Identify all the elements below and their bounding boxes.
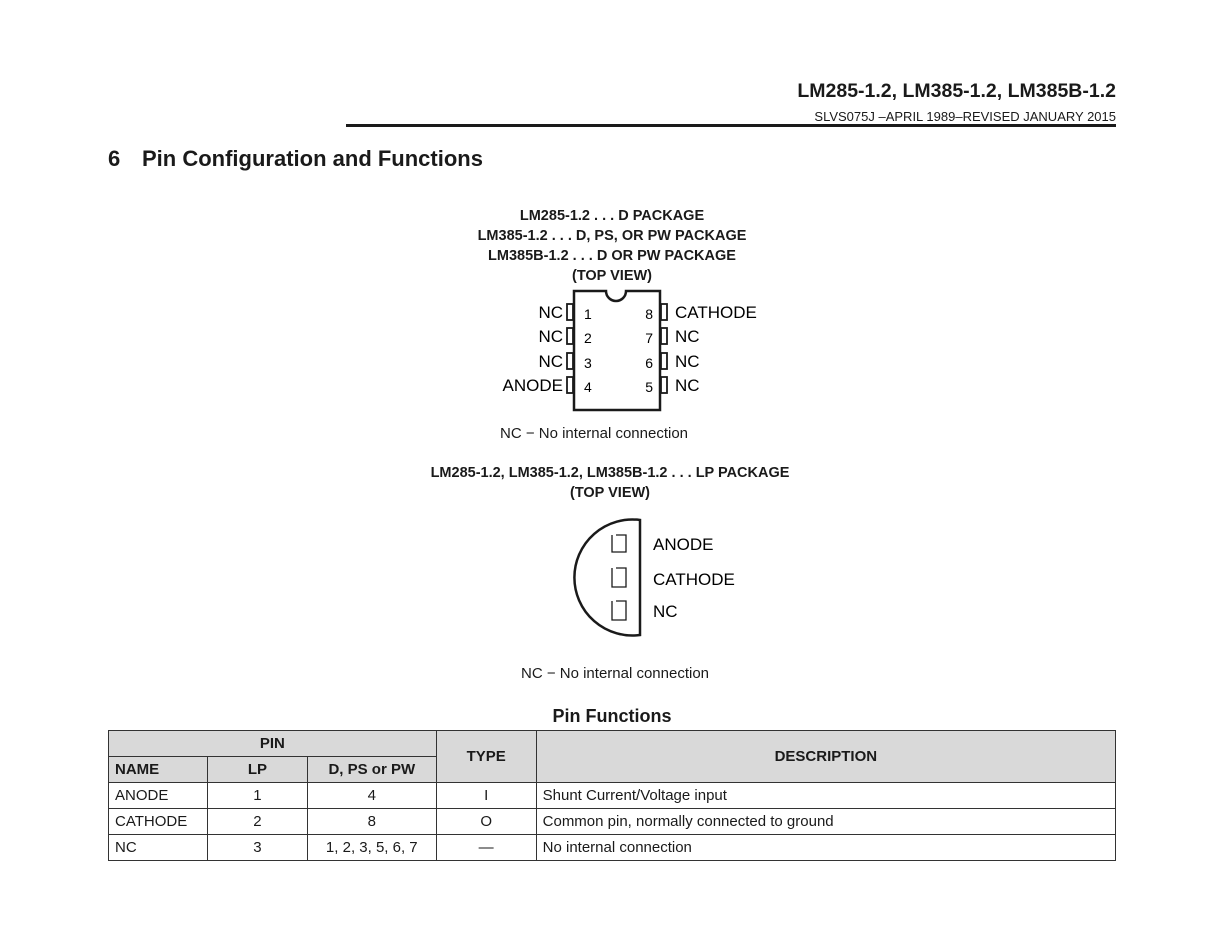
pin-stub (567, 304, 573, 320)
pin-name-cell: NC (109, 835, 208, 861)
pin-name-cell: ANODE (109, 783, 208, 809)
d-ps-pw-cell: 1, 2, 3, 5, 6, 7 (307, 835, 436, 861)
d-ps-pw-header: D, PS or PW (307, 757, 436, 783)
pin-stub (661, 328, 667, 344)
d-ps-pw-cell: 4 (307, 783, 436, 809)
name-header: NAME (109, 757, 208, 783)
type-header: TYPE (436, 731, 536, 783)
pin-group-header: PIN (109, 731, 437, 757)
section-title: Pin Configuration and Functions (142, 146, 483, 171)
pin-name-left: NC (538, 303, 563, 322)
pin-name-left: NC (538, 352, 563, 371)
lp-pin-marks (612, 535, 626, 620)
caption-line: (TOP VIEW) (569, 485, 651, 501)
pin-name-cell: CATHODE (109, 809, 208, 835)
pin-number-left: 2 (584, 330, 592, 346)
lp-package-body (574, 520, 640, 636)
pin-name-right: NC (675, 352, 700, 371)
pin-name-right: CATHODE (675, 303, 757, 322)
document-title: LM285-1.2, LM385-1.2, LM385B-1.2 (797, 80, 1116, 102)
description-cell: Common pin, normally connected to ground (536, 809, 1115, 835)
pin-name-left: ANODE (502, 376, 563, 395)
d-ps-pw-cell: 8 (307, 809, 436, 835)
lp-package-caption (0, 463, 1222, 503)
pin-number-right: 7 (645, 330, 653, 346)
document-id: SLVS075J –APRIL 1989–REVISED JANUARY 2015 (814, 109, 1116, 124)
caption-line: (TOP VIEW) (571, 268, 653, 284)
pin-name-left: NC (538, 327, 563, 346)
lp-pin-mark (612, 601, 626, 620)
type-cell: — (436, 835, 536, 861)
pin-stub (567, 328, 573, 344)
lp-header: LP (207, 757, 307, 783)
pin-number-left: 4 (584, 379, 592, 395)
caption-line: LM285-1.2, LM385-1.2, LM385B-1.2 . . . LP PACKAGE (430, 465, 790, 481)
d-package-note: NC − No internal connection (500, 425, 689, 442)
pin-functions-title: Pin Functions (552, 706, 672, 726)
pin-number-right: 8 (645, 306, 653, 322)
pin-stub (567, 353, 573, 369)
description-header: DESCRIPTION (536, 731, 1115, 783)
lp-cell: 3 (207, 835, 307, 861)
pin-stub (661, 353, 667, 369)
lp-pin-mark (612, 568, 626, 587)
type-cell: I (436, 783, 536, 809)
pin-stub (567, 377, 573, 393)
lp-cell: 1 (207, 783, 307, 809)
pin-number-left: 3 (584, 355, 592, 371)
lp-package-diagram (0, 500, 1224, 650)
lp-package-note: NC − No internal connection (521, 665, 710, 682)
lp-pin-mark (612, 535, 626, 552)
table-row (109, 809, 1116, 835)
caption-line: LM385-1.2 . . . D, PS, OR PW PACKAGE (477, 228, 747, 244)
table-header-row (109, 731, 1116, 757)
lp-cell: 2 (207, 809, 307, 835)
pin-stub (661, 377, 667, 393)
pin-number-right: 5 (645, 379, 653, 395)
pin-functions-table (108, 730, 1116, 861)
lp-pin-name: ANODE (653, 535, 714, 554)
caption-line: LM285-1.2 . . . D PACKAGE (519, 208, 705, 224)
table-row (109, 835, 1116, 861)
type-cell: O (436, 809, 536, 835)
d-package-diagram (0, 0, 1224, 460)
pin-name-right: NC (675, 327, 700, 346)
caption-line: LM385B-1.2 . . . D OR PW PACKAGE (488, 248, 736, 264)
pin-name-right: NC (675, 376, 700, 395)
description-cell: Shunt Current/Voltage input (536, 783, 1115, 809)
lp-pin-name: NC (653, 602, 678, 621)
pin-number-right: 6 (645, 355, 653, 371)
lp-pin-name: CATHODE (653, 570, 735, 589)
pin-number-left: 1 (584, 306, 592, 322)
pin-stub (661, 304, 667, 320)
section-number: 6 (108, 146, 121, 171)
description-cell: No internal connection (536, 835, 1115, 861)
table-row (109, 783, 1116, 809)
